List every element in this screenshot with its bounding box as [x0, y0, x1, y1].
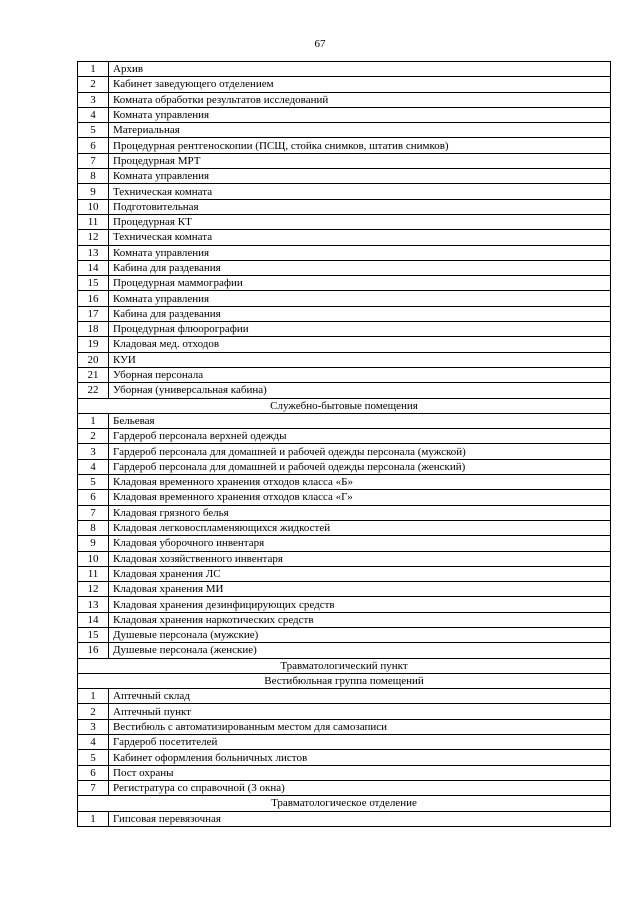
row-number: 11 [78, 566, 109, 581]
room-name: Душевые персонала (женские) [109, 643, 611, 658]
row-number: 7 [78, 505, 109, 520]
room-name: Процедурная МРТ [109, 153, 611, 168]
room-name: Комната управления [109, 107, 611, 122]
room-name: Кабинет оформления больничных листов [109, 750, 611, 765]
table-row [78, 597, 611, 612]
table-row [78, 230, 611, 245]
row-number: 3 [78, 92, 109, 107]
table-row [78, 337, 611, 352]
room-name: Душевые персонала (мужские) [109, 627, 611, 642]
table-row [78, 184, 611, 199]
table-row [78, 322, 611, 337]
table-row [78, 735, 611, 750]
table-row [78, 413, 611, 428]
table-row [78, 199, 611, 214]
row-number: 5 [78, 750, 109, 765]
room-name: Кладовая легковоспламеняющихся жидкостей [109, 520, 611, 535]
row-number: 15 [78, 627, 109, 642]
row-number: 16 [78, 643, 109, 658]
table-row [78, 169, 611, 184]
row-number: 5 [78, 123, 109, 138]
table-row [78, 138, 611, 153]
row-number: 7 [78, 780, 109, 795]
row-number: 4 [78, 735, 109, 750]
room-name: Кладовая хранения наркотических средств [109, 612, 611, 627]
room-name: Гардероб персонала верхней одежды [109, 429, 611, 444]
room-name: Комната обработки результатов исследований [109, 92, 611, 107]
table-row [78, 459, 611, 474]
room-name: Техническая комната [109, 230, 611, 245]
room-name: Кладовая временного хранения отходов класса «Г» [109, 490, 611, 505]
room-name: Комната управления [109, 245, 611, 260]
room-name: Гардероб персонала для домашней и рабочей одежды персонала (женский) [109, 459, 611, 474]
row-number: 5 [78, 475, 109, 490]
row-number: 4 [78, 107, 109, 122]
section-header-row [78, 658, 611, 673]
row-number: 18 [78, 322, 109, 337]
table-row [78, 214, 611, 229]
table-row [78, 811, 611, 826]
room-name: Архив [109, 62, 611, 77]
room-name: Кладовая хранения МИ [109, 582, 611, 597]
room-name: Кладовая грязного белья [109, 505, 611, 520]
section-title: Травматологический пункт [78, 658, 611, 673]
room-name: Бельевая [109, 413, 611, 428]
table-row [78, 306, 611, 321]
row-number: 2 [78, 77, 109, 92]
room-name: Комната управления [109, 291, 611, 306]
room-name: Кладовая временного хранения отходов класса «Б» [109, 475, 611, 490]
section-title: Вестибюльная группа помещений [78, 673, 611, 688]
row-number: 1 [78, 413, 109, 428]
room-name: Пост охраны [109, 765, 611, 780]
row-number: 13 [78, 245, 109, 260]
row-number: 15 [78, 276, 109, 291]
table-row [78, 505, 611, 520]
table-row [78, 689, 611, 704]
row-number: 2 [78, 429, 109, 444]
room-name: Кладовая уборочного инвентаря [109, 536, 611, 551]
table-row [78, 429, 611, 444]
table-row [78, 520, 611, 535]
room-name: Уборная персонала [109, 367, 611, 382]
room-name: КУИ [109, 352, 611, 367]
row-number: 3 [78, 444, 109, 459]
row-number: 21 [78, 367, 109, 382]
room-name: Процедурная маммографии [109, 276, 611, 291]
room-name: Регистратура со справочной (3 окна) [109, 780, 611, 795]
room-name: Кабина для раздевания [109, 306, 611, 321]
table-row [78, 92, 611, 107]
row-number: 4 [78, 459, 109, 474]
row-number: 19 [78, 337, 109, 352]
page-number: 67 [314, 38, 326, 50]
table-row [78, 566, 611, 581]
table-row [78, 704, 611, 719]
room-name: Подготовительная [109, 199, 611, 214]
room-name: Кладовая хранения ЛС [109, 566, 611, 581]
row-number: 12 [78, 582, 109, 597]
table-row [78, 291, 611, 306]
row-number: 20 [78, 352, 109, 367]
row-number: 11 [78, 214, 109, 229]
room-name: Кладовая мед. отходов [109, 337, 611, 352]
room-name: Техническая комната [109, 184, 611, 199]
room-name: Кладовая хранения дезинфицирующих средств [109, 597, 611, 612]
section-title: Травматологическое отделение [78, 796, 611, 811]
room-name: Аптечный склад [109, 689, 611, 704]
section-header-row [78, 796, 611, 811]
room-name: Процедурная флюорографии [109, 322, 611, 337]
section-header-row [78, 398, 611, 413]
room-name: Гардероб посетителей [109, 735, 611, 750]
room-name: Кабина для раздевания [109, 260, 611, 275]
table-row [78, 260, 611, 275]
room-name: Комната управления [109, 169, 611, 184]
row-number: 16 [78, 291, 109, 306]
table-row [78, 383, 611, 398]
row-number: 10 [78, 551, 109, 566]
row-number: 14 [78, 612, 109, 627]
table-row [78, 367, 611, 382]
table-row [78, 490, 611, 505]
section-header-row [78, 673, 611, 688]
row-number: 1 [78, 689, 109, 704]
row-number: 7 [78, 153, 109, 168]
table-row [78, 62, 611, 77]
row-number: 8 [78, 169, 109, 184]
table-row [78, 612, 611, 627]
row-number: 6 [78, 490, 109, 505]
table-row [78, 627, 611, 642]
room-name: Аптечный пункт [109, 704, 611, 719]
row-number: 14 [78, 260, 109, 275]
table-row [78, 719, 611, 734]
room-name: Процедурная КТ [109, 214, 611, 229]
row-number: 9 [78, 184, 109, 199]
table-row [78, 643, 611, 658]
rooms-table-body [78, 62, 611, 827]
table-row [78, 153, 611, 168]
table-row [78, 123, 611, 138]
row-number: 6 [78, 138, 109, 153]
row-number: 13 [78, 597, 109, 612]
table-row [78, 352, 611, 367]
row-number: 10 [78, 199, 109, 214]
table-row [78, 551, 611, 566]
table-row [78, 765, 611, 780]
row-number: 6 [78, 765, 109, 780]
room-name: Гипсовая перевязочная [109, 811, 611, 826]
room-name: Вестибюль с автоматизированным местом для самозаписи [109, 719, 611, 734]
room-name: Гардероб персонала для домашней и рабочей одежды персонала (мужской) [109, 444, 611, 459]
row-number: 17 [78, 306, 109, 321]
section-title: Служебно-бытовые помещения [78, 398, 611, 413]
room-name: Процедурная рентгеноскопии (ПСЩ, стойка снимков, штатив снимков) [109, 138, 611, 153]
room-name: Кабинет заведующего отделением [109, 77, 611, 92]
row-number: 9 [78, 536, 109, 551]
table-row [78, 475, 611, 490]
table-row [78, 582, 611, 597]
row-number: 8 [78, 520, 109, 535]
row-number: 1 [78, 62, 109, 77]
row-number: 2 [78, 704, 109, 719]
table-row [78, 245, 611, 260]
room-name: Материальная [109, 123, 611, 138]
table-row [78, 276, 611, 291]
table-row [78, 107, 611, 122]
room-name: Уборная (универсальная кабина) [109, 383, 611, 398]
table-row [78, 780, 611, 795]
table-row [78, 77, 611, 92]
row-number: 12 [78, 230, 109, 245]
room-name: Кладовая хозяйственного инвентаря [109, 551, 611, 566]
table-row [78, 750, 611, 765]
table-row [78, 444, 611, 459]
row-number: 22 [78, 383, 109, 398]
row-number: 3 [78, 719, 109, 734]
rooms-table [77, 61, 611, 827]
row-number: 1 [78, 811, 109, 826]
table-row [78, 536, 611, 551]
